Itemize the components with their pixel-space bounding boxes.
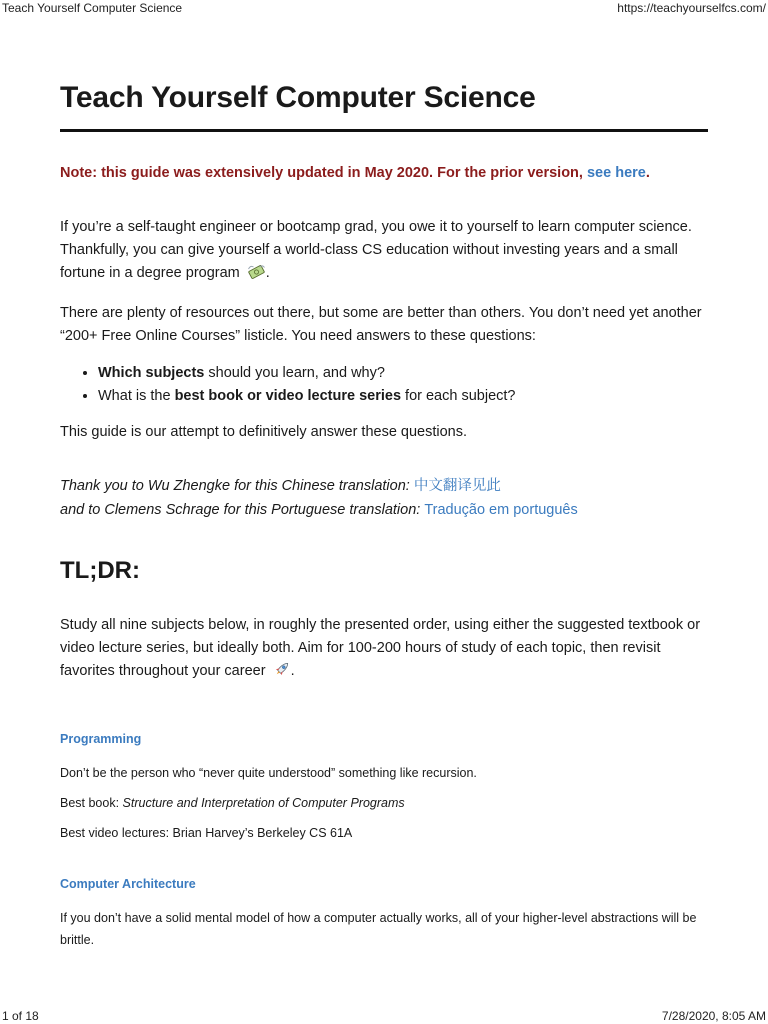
programming-best-book	[60, 792, 708, 814]
print-timestamp: 7/28/2020, 8:05 AM	[661, 1009, 766, 1023]
q1-bold: Which subjects	[98, 365, 205, 381]
rocket-icon	[273, 660, 291, 686]
programming-description: Don’t be the person who “never quite understood” something like recursion.	[60, 766, 477, 780]
chinese-credit	[60, 474, 708, 498]
programming-best-video: Best video lectures: Brian Harvey’s Berkeley CS 61A	[60, 826, 353, 840]
chinese-translation-link[interactable]: 中文翻译见此	[413, 478, 501, 494]
q2-bold: best book or video lecture series	[174, 388, 402, 404]
translation-credits	[60, 474, 708, 522]
update-note-end: .	[645, 165, 650, 181]
see-here-link[interactable]: see here	[586, 165, 646, 181]
list-item	[98, 362, 708, 385]
portuguese-translation-link[interactable]: Tradução em português	[424, 502, 578, 518]
page-counter: 1 of 18	[2, 1009, 39, 1023]
best-book-title: Structure and Interpretation of Computer Programs	[122, 796, 405, 810]
intro-1-text: If you’re a self-taught engineer or bootcamp grad, you owe it to yourself to learn computer science. Thankfully, you can give yourself a world-class CS education without investing years and a small fortune in a degree program	[60, 219, 692, 281]
tldr-end: .	[290, 663, 295, 679]
tldr-paragraph	[60, 614, 708, 686]
tldr-heading: TL;DR:	[60, 557, 140, 584]
architecture-heading-link[interactable]: Computer Architecture	[60, 877, 196, 891]
questions-list	[60, 362, 708, 408]
print-header-url: https://teachyourselfcs.com/	[617, 1, 766, 15]
tldr-text: Study all nine subjects below, in roughly the presented order, using either the suggested textbook or video lecture series, but ideally both. Aim for 100-200 hours of study of each topic, then revisit favorites throughout your career	[60, 617, 701, 679]
title-divider	[60, 129, 708, 132]
q2-rest: for each subject?	[401, 388, 516, 404]
portuguese-credit-text: and to Clemens Schrage for this Portuguese translation:	[60, 502, 425, 518]
q1-rest: should you learn, and why?	[204, 365, 385, 381]
print-header	[0, 0, 768, 16]
portuguese-credit	[60, 498, 708, 522]
intro-paragraph-2: There are plenty of resources out there, but some are better than others. You don’t need yet another “200+ Free Online Courses” listicle. You need answers to these questions:	[60, 305, 702, 344]
programming-heading-link[interactable]: Programming	[60, 732, 142, 746]
intro-1-end: .	[265, 265, 270, 281]
update-note	[60, 163, 708, 183]
q2-start: What is the	[98, 388, 175, 404]
article	[60, 80, 708, 951]
print-header-title: Teach Yourself Computer Science	[2, 1, 183, 15]
chinese-credit-text: Thank you to Wu Zhengke for this Chinese translation:	[60, 478, 414, 494]
page-title: Teach Yourself Computer Science	[60, 81, 536, 114]
print-footer	[0, 1008, 768, 1024]
best-book-label: Best book:	[60, 796, 123, 810]
list-item	[98, 385, 708, 408]
intro-paragraph-3: This guide is our attempt to definitively answer these questions.	[60, 424, 468, 440]
intro-paragraph-1	[60, 216, 708, 288]
money-with-wings-icon	[247, 263, 266, 288]
update-note-text: Note: this guide was extensively updated in May 2020. For the prior version,	[60, 165, 587, 181]
architecture-description: If you don’t have a solid mental model of how a computer actually works, all of your higher-level abstractions will be brittle.	[60, 911, 697, 947]
